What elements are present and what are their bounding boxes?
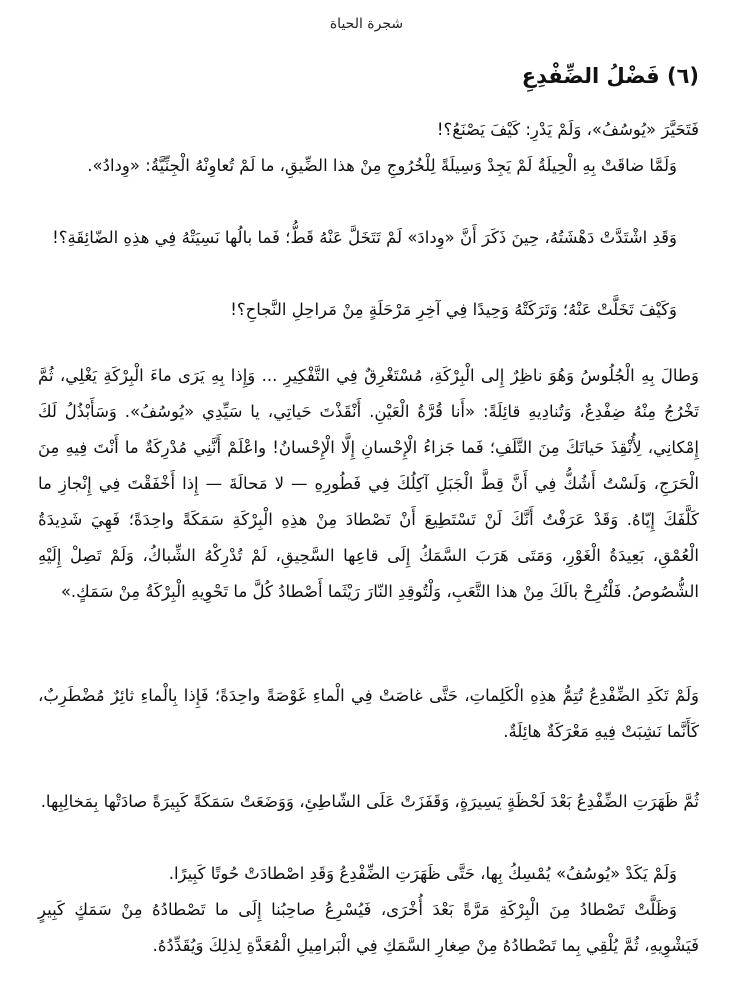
paragraph-6: وَلَمْ تَكَدِ الضِّفْدِعُ تُتِمُّ هذِهِ الْكَلِماتِ، حَتَّى غاصَتْ فِي الْماءِ غَوْصَةً واحِدَةً؛ فَإِذا بِالْماءِ ثائِرٌ مُضْطَرِبٌ، كَأَنَّما نَشِبَتْ فِيهِ مَعْرَكَةٌ هائِلَةٌ. — [38, 686, 699, 741]
paragraph-8: وَلَمْ يَكَدْ «يُوسُفُ» يُمْسِكُ بِها، حَتَّى ظَهَرَتِ الضِّفْدِعُ وَقَدِ اصْطادَتْ حُوتًا كَبِيرًا. — [168, 864, 677, 883]
paragraph-9: وَظَلَّتْ تَصْطادُ مِنَ الْبِرْكَةِ مَرَّةً بَعْدَ أُخْرَى، فَيُسْرِعُ صاحِبُنا إِلَى ما تَصْطادُهُ مِنْ سَمَكٍ كَبِيرٍ فَيَشْوِيهِ، ثُمَّ يُلْقِي بِما تَصْطادُهُ مِنْ صِغارِ السَّمَكِ فِي الْبَرامِيلِ الْمُعَدَّةِ لِذلِكَ وَيُقَدِّدُهُ. — [38, 900, 699, 955]
paragraph-7: ثُمَّ ظَهَرَتِ الضِّفْدِعُ بَعْدَ لَحْظَةٍ يَسِيرَةٍ، وَقَفَزَتْ عَلَى الشّاطِئِ، وَوَضَعَتْ سَمَكَةً كَبِيرَةً صادَتْها بِمَخالِبِها. — [40, 792, 699, 811]
paragraph-4: وَكَيْفَ تَخَلَّتْ عَنْهُ؛ وَتَرَكَتْهُ وَحِيدًا فِي آخِرِ مَرْحَلَةٍ مِنْ مَراحِلِ النَّجاحِ؟! — [230, 300, 677, 319]
paragraph-1: فَتَحَيَّرَ «يُوسُفُ»، وَلَمْ يَدْرِ: كَيْفَ يَصْنَعُ؟! — [436, 120, 699, 139]
running-header: شجرة الحياة — [329, 16, 404, 32]
paragraph-2: وَلَمَّا ضاقَتْ بِهِ الْحِيلَةُ لَمْ يَجِدْ وَسِيلَةً لِلْخُرُوجِ مِنْ هذا الضِّيقِ، ما لَمْ تُعاوِنْهُ الْجِنِّيَّةُ: «وِدادُ». — [87, 156, 677, 175]
paragraph-3: وَقَدِ اشْتَدَّتْ دَهْشَتُهُ، حِينَ ذَكَرَ أَنَّ «وِدادَ» لَمْ تَتَخَلَّ عَنْهُ قَطُّ؛ فَما بالُها نَسِيَتْهُ فِي هذِهِ الضّائِقَةِ؟! — [52, 228, 677, 247]
chapter-title: (٦) فَضْلُ الضِّفْدِعِ — [521, 64, 699, 88]
paragraph-5: وَطالَ بِهِ الْجُلُوسُ وَهُوَ ناظِرٌ إِلى الْبِرْكَةِ، مُسْتَغْرِقٌ فِي التَّفْكِيرِ ... وَإِذا بِهِ يَرَى ماءَ الْبِرْكَةِ يَغْلِي، ثُمَّ تَخْرُجُ مِنْهُ ضِفْدِعٌ، وَتُنادِيهِ قائِلَةً: «أَنا قُرَّةُ الْعَيْنِ. أَنْقَذْتَ حَياتِي، يا سَيِّدِي «يُوسُفُ». وَسَأَبْذُلُ لَكَ إِمْكانِي، لِأُنْقِذَ حَياتَكَ مِنَ التَّلَفِ؛ فَما جَزاءُ الْإِحْسانِ إِلَّا الْإِحْسانُ! واعْلَمْ أَنَّنِي مُدْرِكَةٌ ما أَنْتَ فِيهِ مِنَ الْحَرَجِ، وَلَسْتُ أَشُكُّ فِي أَنَّ قِطَّ الْجَبَلِ آكِلُكَ فِي فَطُورِهِ — لا مَحالَةَ — إِذا أَخْفَقْتَ فِي إِنْجازِ ما كَلَّفَكَ إِيّاهُ. وَقَدْ عَرَفْتُ أَنَّكَ لَنْ تَسْتَطِيعَ أَنْ تَصْطادَ مِنْ هذِهِ الْبِرْكَةِ سَمَكَةً واحِدَةً؛ فَهِيَ شَدِيدَةُ الْعُمْقِ، بَعِيدَةُ الْغَوْرِ، وَمَتَى هَرَبَ السَّمَكُ إِلَى قاعِها السَّحِيقِ، لَمْ تُدْرِكْهُ الشِّباكُ، وَلَمْ تَصِلْ إِلَيْهِ الشُّصُوصُ. فَلْتُرِحْ بالَكَ مِنْ هذا التَّعَبِ، وَلْتُوقِدِ النّارَ رَيْثَما أَصْطادُ كُلَّ ما تَحْوِيهِ الْبِرْكَةُ مِنْ سَمَكٍ.» — [38, 366, 699, 601]
